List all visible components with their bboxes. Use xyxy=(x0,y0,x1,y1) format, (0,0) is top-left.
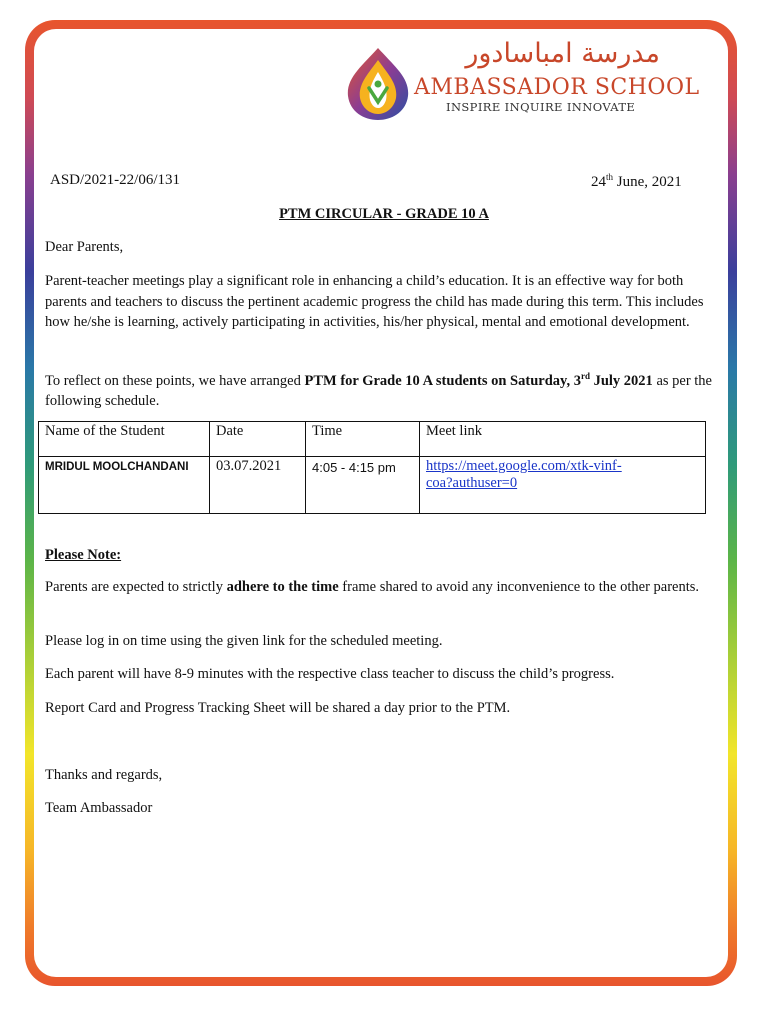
column-header-student: Name of the Student xyxy=(39,422,210,457)
login-note: Please log in on time using the given link for the scheduled meeting. xyxy=(45,633,443,649)
ptm-highlight-month: July 2021 xyxy=(589,372,653,389)
schedule-intro-paragraph xyxy=(45,366,721,412)
school-name-arabic: مدرسة امباسادور xyxy=(465,38,660,69)
table-header-row xyxy=(39,422,706,457)
signature: Team Ambassador xyxy=(45,800,153,816)
ptm-date-suffix: rd xyxy=(580,371,590,381)
reflect-text-end: as per the following schedule. xyxy=(45,372,712,410)
student-name-cell: MRIDUL MOOLCHANDANI xyxy=(39,457,210,514)
circular-date xyxy=(591,172,682,191)
reference-number: ASD/2021-22/06/131 xyxy=(50,172,181,188)
meet-link-line-2[interactable]: coa?authuser=0 xyxy=(426,475,518,491)
report-note: Report Card and Progress Tracking Sheet will be shared a day prior to the PTM. xyxy=(45,700,511,716)
date-month-year: June, 2021 xyxy=(613,174,682,190)
ptm-highlight xyxy=(304,373,652,389)
date-suffix: th xyxy=(606,172,614,182)
meet-link-line-1[interactable]: https://meet.google.com/xtk-vinf- xyxy=(426,458,622,474)
meeting-time-cell: 4:05 - 4:15 pm xyxy=(306,457,420,514)
school-name: AMBASSADOR SCHOOL xyxy=(414,75,700,100)
circular-title: PTM CIRCULAR - GRADE 10 A xyxy=(279,206,489,222)
adhere-text: Parents are expected to strictly xyxy=(45,579,227,595)
meet-link[interactable] xyxy=(426,458,622,491)
adhere-note xyxy=(45,577,721,598)
date-day: 24 xyxy=(591,174,606,190)
column-header-date: Date xyxy=(210,422,306,457)
closing-line: Thanks and regards, xyxy=(45,767,163,783)
meeting-date-cell: 03.07.2021 xyxy=(210,457,306,514)
meet-link-cell xyxy=(420,457,706,514)
school-logo xyxy=(342,38,700,124)
ptm-highlight-text: PTM for Grade 10 A students on Saturday, 3 xyxy=(304,372,581,389)
salutation: Dear Parents, xyxy=(45,239,124,255)
minutes-note: Each parent will have 8-9 minutes with the respective class teacher to discuss the child’s progress. xyxy=(45,666,615,682)
reflect-text: To reflect on these points, we have arranged xyxy=(45,372,305,389)
table-row xyxy=(39,457,706,514)
intro-paragraph: Parent-teacher meetings play a significant role in enhancing a child’s education. It is an effective way for both parents and teachers to discuss the pertinent academic progress the child has made during this term. This includes how he/she is learning, actively participating in activities, his/her physical, mental and emotional development. xyxy=(45,273,704,330)
please-note-heading: Please Note: xyxy=(45,547,122,563)
school-tagline: INSPIRE INQUIRE INNOVATE xyxy=(446,100,636,114)
flame-person-icon xyxy=(342,44,414,124)
adhere-text-end: frame shared to avoid any inconvenience to the other parents. xyxy=(338,579,700,595)
column-header-time: Time xyxy=(306,422,420,457)
schedule-table xyxy=(38,421,706,514)
adhere-highlight: adhere to the time xyxy=(226,579,339,595)
column-header-meet-link: Meet link xyxy=(420,422,706,457)
